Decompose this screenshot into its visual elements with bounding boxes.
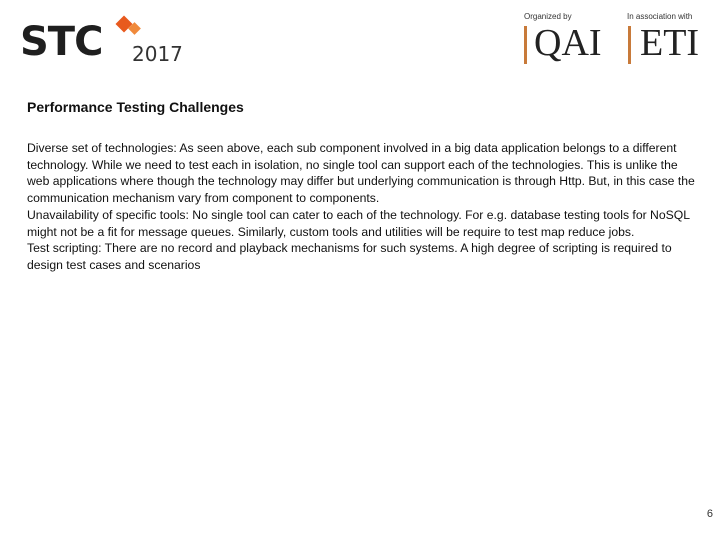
eti-logo: ETI	[640, 22, 700, 64]
slide-title: Performance Testing Challenges	[27, 99, 244, 115]
page-number: 6	[706, 508, 713, 520]
slide-header	[0, 0, 720, 80]
body-paragraph: Test scripting: There are no record and playback mechanisms for such systems. A high degree of scripting is required to design test cases and scenarios	[27, 241, 672, 272]
body-paragraph: Diverse set of technologies: As seen above, each sub component involved in a big data application belongs to a different technology. While we need to test each in isolation, no single tool can support each of the technologies. This is unlike the web applications where though the technology may differ but underlying communication is through Http. But, in this case the communication mechanism vary from component to components.	[27, 141, 695, 206]
logo-year: 2017	[132, 42, 183, 66]
logo-text: STC	[20, 19, 103, 65]
qai-logo: QAI	[534, 22, 602, 64]
organized-by-label: Organized by	[524, 12, 572, 21]
divider-bar	[628, 26, 631, 64]
body-paragraph: Unavailability of specific tools: No single tool can cater to each of the technology. For e.g. database testing tools for NoSQL might not be a fit for message queues. Similarly, custom tools and utilities will be require to test map reduce jobs.	[27, 207, 690, 239]
divider-bar	[524, 26, 527, 64]
slide-body	[27, 140, 695, 274]
in-association-label: In association with	[627, 12, 693, 21]
stc-2017-logo	[20, 19, 183, 66]
